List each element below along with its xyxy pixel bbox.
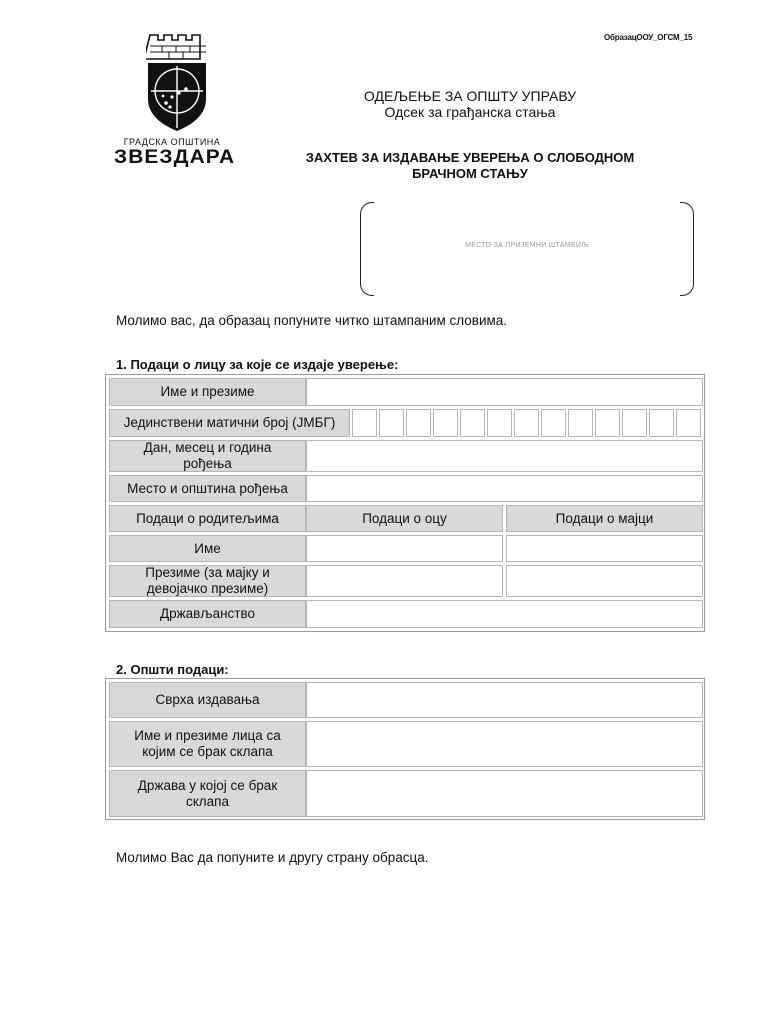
mother-first-name-input[interactable] (506, 535, 703, 562)
father-header-text: Подаци о оцу (362, 510, 447, 526)
municipality-logo (108, 33, 268, 168)
citizenship-label-text: Држављанство (159, 606, 256, 621)
birth-place-label (109, 475, 306, 502)
jmbg-digit-box[interactable] (352, 409, 377, 437)
purpose-input[interactable] (306, 682, 703, 718)
birth-date-label-line2: рођења (183, 456, 232, 471)
jmbg-digit-box[interactable] (406, 409, 431, 437)
stamp-area (360, 202, 694, 296)
jmbg-digit-box[interactable] (676, 409, 701, 437)
partner-name-label-line2: којим се брак склапа (142, 744, 273, 759)
parents-label-text: Подаци о родитељима (136, 510, 279, 526)
marriage-country-label-text (138, 778, 277, 810)
parent-surname-label-line1: Презиме (за мајку и (145, 565, 270, 580)
birth-place-input[interactable] (306, 475, 703, 502)
form-title (270, 150, 670, 182)
jmbg-digit-box[interactable] (433, 409, 458, 437)
jmbg-digit-box[interactable] (487, 409, 512, 437)
jmbg-digit-box[interactable] (541, 409, 566, 437)
birth-date-label (109, 440, 306, 472)
citizenship-input[interactable] (306, 600, 703, 628)
birth-date-label-text (144, 440, 272, 472)
parent-surname-label-line2: девојачко презиме) (146, 581, 269, 596)
father-surname-input[interactable] (306, 565, 503, 597)
person-data-table (105, 374, 705, 632)
jmbg-digit-box[interactable] (622, 409, 647, 437)
jmbg-digit-box[interactable] (379, 409, 404, 437)
father-first-name-input[interactable] (306, 535, 503, 562)
name-label (109, 378, 306, 406)
parents-label (109, 505, 306, 532)
jmbg-digit-box[interactable] (460, 409, 485, 437)
stamp-bracket-left (360, 202, 374, 296)
parent-surname-label (109, 565, 306, 597)
parent-first-name-label-text: Име (194, 540, 221, 556)
jmbg-digits (352, 409, 703, 437)
jmbg-label (109, 409, 350, 437)
partner-name-label-text (134, 728, 281, 760)
parent-first-name-label (109, 535, 306, 562)
jmbg-digit-box[interactable] (514, 409, 539, 437)
marriage-country-input[interactable] (306, 770, 703, 817)
closing-text: Молимо Вас да попуните и другу страну обрасца. (116, 850, 429, 865)
mother-surname-input[interactable] (506, 565, 703, 597)
citizenship-label (109, 600, 306, 628)
form-title-line1: ЗАХТЕВ ЗА ИЗДАВАЊЕ УВЕРЕЊА О СЛОБОДНОМ (305, 150, 635, 165)
jmbg-digit-box[interactable] (649, 409, 674, 437)
purpose-label-text: Сврха издавања (155, 692, 260, 707)
jmbg-label-text: Јединствени матични број (ЈМБГ) (123, 415, 336, 430)
birth-place-label-text: Место и општина рођења (127, 480, 288, 496)
parent-surname-label-text (145, 565, 270, 597)
stamp-bracket-right (680, 202, 694, 296)
name-label-text: Име и презиме (160, 384, 255, 399)
birth-date-label-line1: Дан, месец и година (143, 440, 272, 455)
logo-caption-big: ЗВЕЗДАРА (114, 147, 236, 168)
logo-caption-small: ГРАДСКА ОПШТИНА (123, 137, 221, 147)
mother-header-text: Подаци о мајци (555, 510, 654, 526)
jmbg-digit-box[interactable] (595, 409, 620, 437)
marriage-country-label-line2: склапа (185, 793, 229, 809)
department-line2: Одсек за грађанска стања (384, 104, 556, 120)
department-line1: ОДЕЉЕЊЕ ЗА ОПШТУ УПРАВУ (363, 88, 577, 104)
form-title-line2: БРАЧНОМ СТАЊУ (412, 166, 528, 181)
stamp-label: МЕСТО ЗА ПРИЈЕМНИ ШТАМБИЉ (465, 242, 589, 249)
general-data-table (105, 678, 705, 820)
coat-of-arms-icon (146, 33, 208, 133)
mother-header (506, 505, 703, 532)
form-code: ОбразацООУ_ОГСМ_15 (604, 33, 693, 42)
section2-heading: 2. Општи подаци: (116, 662, 229, 677)
marriage-country-label-line1: Држава у којој се брак (137, 777, 278, 793)
intro-text: Молимо вас, да образац попуните читко штампаним словима. (116, 313, 508, 328)
partner-name-label (109, 721, 306, 767)
marriage-country-label (109, 770, 306, 817)
name-input[interactable] (306, 378, 703, 406)
section1-heading: 1. Подаци о лицу за које се издаје уверење: (116, 357, 399, 372)
jmbg-digit-box[interactable] (568, 409, 593, 437)
father-header (306, 505, 503, 532)
partner-name-label-line1: Име и презиме лица са (134, 728, 281, 743)
birth-date-input[interactable] (306, 440, 703, 472)
purpose-label (109, 682, 306, 718)
partner-name-input[interactable] (306, 721, 703, 767)
department (300, 88, 640, 120)
